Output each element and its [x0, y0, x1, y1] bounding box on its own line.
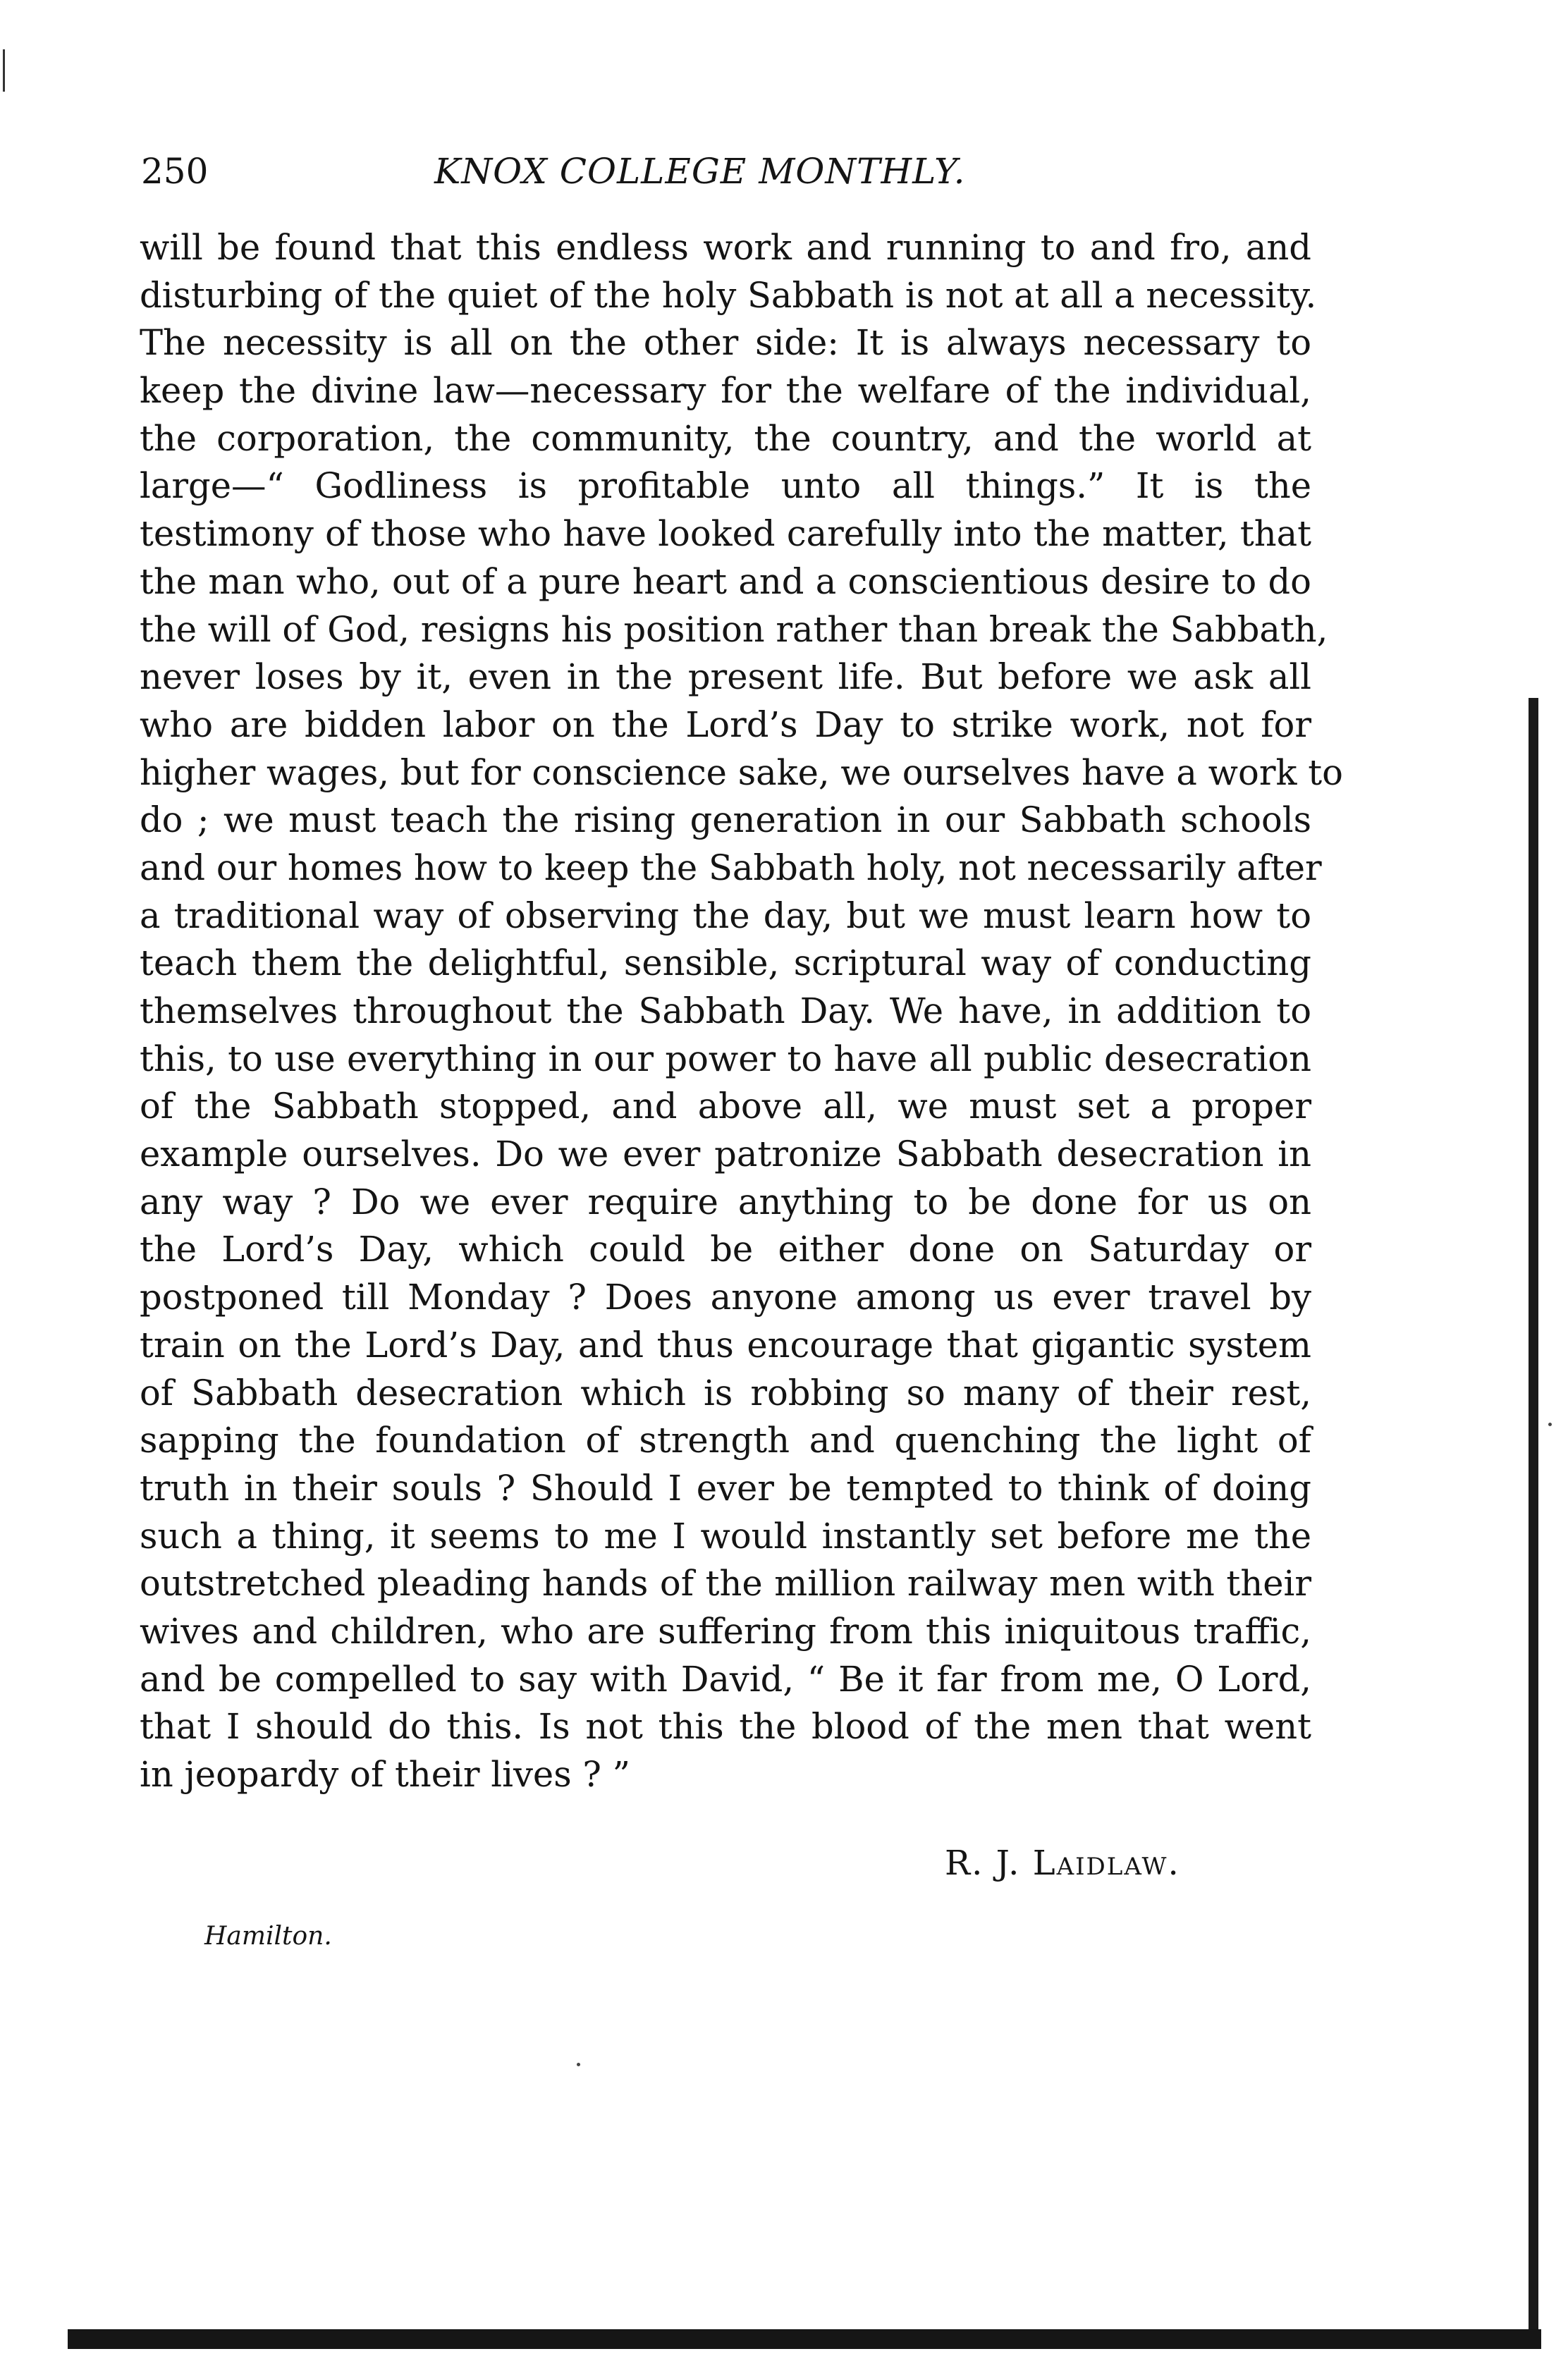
text-line: train on the Lord’s Day, and thus encourage that gigantic system — [140, 1324, 1311, 1366]
text-line: outstretched pleading hands of the million railway men with their — [140, 1563, 1311, 1605]
page-header — [141, 147, 1311, 196]
text-line: this, to use everything in our power to have all public desecration — [140, 1038, 1311, 1079]
text-line: themselves throughout the Sabbath Day. We have, in addition to — [140, 990, 1311, 1031]
place-line: Hamilton. — [204, 1922, 332, 1951]
text-line: large—“ Godliness is profitable unto all things.” It is the — [140, 465, 1311, 507]
text-line: teach them the delightful, sensible, scriptural way of conducting — [140, 943, 1311, 984]
text-line: who are bidden labor on the Lord’s Day to strike work, not for — [140, 704, 1311, 745]
text-line: wives and children, who are suffering from this iniquitous traffic, — [140, 1610, 1311, 1652]
running-title: KNOX COLLEGE MONTHLY. — [434, 151, 966, 192]
text-line: The necessity is all on the other side: It is always necessary to — [140, 322, 1311, 364]
text-line: disturbing of the quiet of the holy Sabbath is not at all a necessity. — [140, 274, 1317, 316]
scan-speck — [1548, 1423, 1552, 1426]
text-line: truth in their souls ? Should I ever be tempted to think of doing — [140, 1467, 1311, 1509]
text-line: sapping the foundation of strength and quenching the light of — [140, 1420, 1311, 1461]
text-line: such a thing, it seems to me I would instantly set before me the — [140, 1515, 1311, 1557]
text-line: the corporation, the community, the country, and the world at — [140, 417, 1311, 459]
text-line: higher wages, but for conscience sake, we ourselves have a work to — [140, 752, 1343, 793]
text-line: will be found that this endless work and running to and fro, and — [140, 227, 1311, 268]
scan-margin-mark — [3, 49, 5, 92]
text-line: and our homes how to keep the Sabbath holy, not necessarily after — [140, 847, 1322, 888]
text-line: that I should do this. Is not this the blood of the men that went — [140, 1706, 1311, 1748]
text-line: of Sabbath desecration which is robbing so many of their rest, — [140, 1372, 1311, 1413]
article-body — [140, 224, 1343, 1799]
text-line: do ; we must teach the rising generation in our Sabbath schools — [140, 799, 1311, 841]
text-line: testimony of those who have looked carefully into the matter, that — [140, 513, 1311, 555]
text-line: the man who, out of a pure heart and a conscientious desire to do — [140, 560, 1311, 602]
text-line: never loses by it, even in the present life. But before we ask all — [140, 656, 1311, 698]
text-line: any way ? Do we ever require anything to be done for us on — [140, 1181, 1311, 1222]
text-line: of the Sabbath stopped, and above all, we must set a proper — [140, 1086, 1311, 1127]
text-line: the will of God, resigns his position rather than break the Sabbath, — [140, 608, 1328, 650]
scan-speck — [577, 2063, 580, 2066]
text-line: in jeopardy of their lives ? ” — [140, 1754, 630, 1795]
text-line: and be compelled to say with David, “ Be it far from me, O Lord, — [140, 1658, 1311, 1700]
text-line: postponed till Monday ? Does anyone among us ever travel by — [140, 1277, 1311, 1318]
page-number: 250 — [141, 151, 209, 192]
author-signature: R. J. Laidlaw. — [945, 1844, 1180, 1883]
scan-edge-right — [1529, 698, 1538, 2346]
text-line: keep the divine law—necessary for the welfare of the individual, — [140, 370, 1311, 412]
text-line: a traditional way of observing the day, but we must learn how to — [140, 895, 1311, 936]
text-line: the Lord’s Day, which could be either done on Saturday or — [140, 1229, 1311, 1270]
text-line: example ourselves. Do we ever patronize Sabbath desecration in — [140, 1134, 1311, 1175]
scan-edge-bottom — [68, 2329, 1541, 2349]
